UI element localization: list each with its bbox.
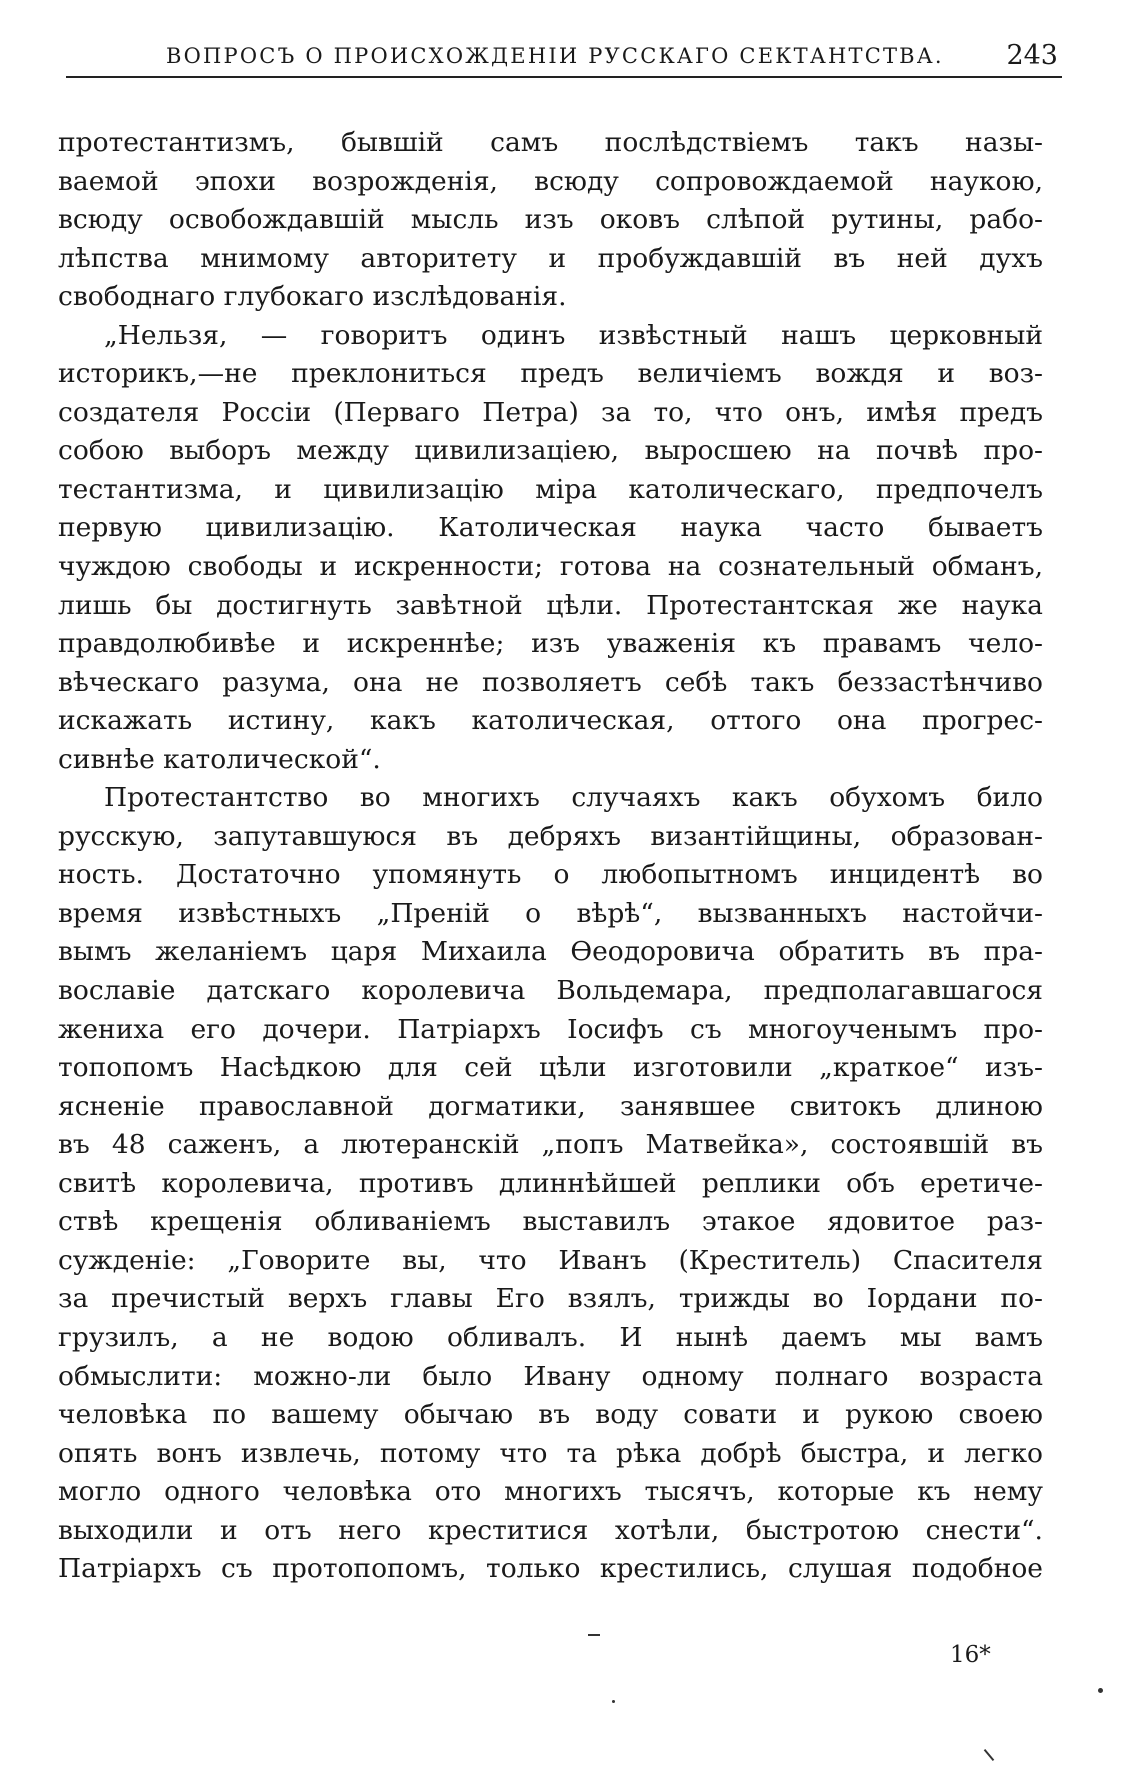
text-line: русскую, запутавшуюся въ дебряхъ византійщины, образован- — [58, 820, 1043, 852]
text-line: Протестантство во многихъ случаяхъ какъ обухомъ било — [104, 782, 1043, 814]
print-speck — [612, 1700, 615, 1703]
text-line: правдолюбивѣе и искреннѣе; изъ уваженія къ правамъ чело- — [58, 628, 1043, 660]
text-line: свободнаго глубокаго изслѣдованія. — [58, 281, 567, 313]
paragraph — [58, 124, 1043, 317]
text-line: ясненіе православной догматики, занявшее свитокъ длиною — [58, 1090, 1043, 1122]
print-speck — [588, 1634, 600, 1636]
text-line: могло одного человѣка ото многихъ тысячъ, которые къ нему — [58, 1476, 1043, 1508]
paragraph — [58, 317, 1043, 780]
text-line: создателя Россіи (Перваго Петра) за то, что онъ, имѣя предъ — [58, 396, 1043, 428]
text-line: ность. Достаточно упомянуть о любопытномъ инцидентѣ во — [58, 859, 1043, 891]
text-line: въ 48 саженъ, а лютеранскій „попъ Матвейка», состоявшій въ — [58, 1129, 1043, 1161]
print-speck — [984, 1749, 995, 1761]
text-line: выходили и отъ него креститися хотѣли, быстротою снести“. — [58, 1514, 1043, 1546]
running-title: ВОПРОСЪ О ПРОИСХОЖДЕНІИ РУССКАГО СЕКТАНТСТВА. — [166, 44, 944, 68]
text-line: ствѣ крещенія обливаніемъ выставилъ этакое ядовитое раз- — [58, 1206, 1043, 1238]
signature-mark: 16* — [950, 1642, 991, 1668]
text-line: собою выборъ между цивилизаціею, выросшею на почвѣ про- — [58, 435, 1043, 467]
running-head — [66, 40, 1062, 78]
text-line: „Нельзя, — говоритъ одинъ извѣстный нашъ церковный — [104, 319, 1043, 351]
text-line: человѣка по вашему обычаю въ воду совати и рукою своею — [58, 1399, 1043, 1431]
text-line: первую цивилизацію. Католическая наука часто бываетъ — [58, 512, 1043, 544]
text-line: искажать истину, какъ католическая, оттого она прогрес- — [58, 705, 1043, 737]
text-line: ваемой эпохи возрожденія, всюду сопровождаемой наукою, — [58, 165, 1043, 197]
text-line: вѣческаго разума, она не позволяетъ себѣ такъ беззастѣнчиво — [58, 666, 1043, 698]
text-line: обмыслити: можно-ли было Ивану одному полнаго возраста — [58, 1360, 1043, 1392]
paragraph — [58, 779, 1043, 1588]
text-line: чуждою свободы и искренности; готова на сознательный обманъ, — [58, 551, 1043, 583]
text-line: вымъ желаніемъ царя Михаила Ѳеодоровича обратить въ пра- — [58, 936, 1043, 968]
text-line: свитѣ королевича, противъ длиннѣйшей реплики объ еретиче- — [58, 1167, 1043, 1199]
text-line: время извѣстныхъ „Преній о вѣрѣ“, вызванныхъ настойчи- — [58, 897, 1043, 929]
text-line: лишь бы достигнуть завѣтной цѣли. Протестантская же наука — [58, 589, 1043, 621]
text-line: за пречистый верхъ главы Его взялъ, трижды во Іордани по- — [58, 1283, 1043, 1315]
text-line: вославіе датскаго королевича Вольдемара, предполагавшагося — [58, 975, 1043, 1007]
text-line: Патріархъ съ протопопомъ, только крестились, слушая подобное — [58, 1553, 1043, 1585]
text-line: протестантизмъ, бывшій самъ послѣдствіемъ такъ назы- — [58, 127, 1043, 158]
text-line: историкъ,—не преклониться предъ величіемъ вождя и воз- — [58, 358, 1043, 390]
print-speck — [1098, 1688, 1103, 1693]
text-line: лѣпства мнимому авторитету и пробуждавшій въ ней духъ — [58, 242, 1043, 274]
text-line: жениха его дочери. Патріархъ Іосифъ съ многоученымъ про- — [58, 1013, 1043, 1045]
body-text — [58, 124, 1043, 1589]
text-line: грузилъ, а не водою обливалъ. И нынѣ даемъ мы вамъ — [58, 1321, 1043, 1353]
page-number: 243 — [1006, 40, 1058, 71]
text-line: тестантизма, и цивилизацію міра католическаго, предпочелъ — [58, 473, 1043, 505]
text-line: сивнѣе католической“. — [58, 743, 381, 775]
text-line: всюду освобождавшій мысль изъ оковъ слѣпой рутины, рабо- — [58, 204, 1043, 236]
text-line: опять вонъ извлечь, потому что та рѣка добрѣ быстра, и легко — [58, 1437, 1043, 1469]
text-line: сужденіе: „Говорите вы, что Иванъ (Креститель) Спасителя — [58, 1244, 1043, 1276]
text-line: топопомъ Насѣдкою для сей цѣли изготовили „краткое“ изъ- — [58, 1052, 1043, 1084]
